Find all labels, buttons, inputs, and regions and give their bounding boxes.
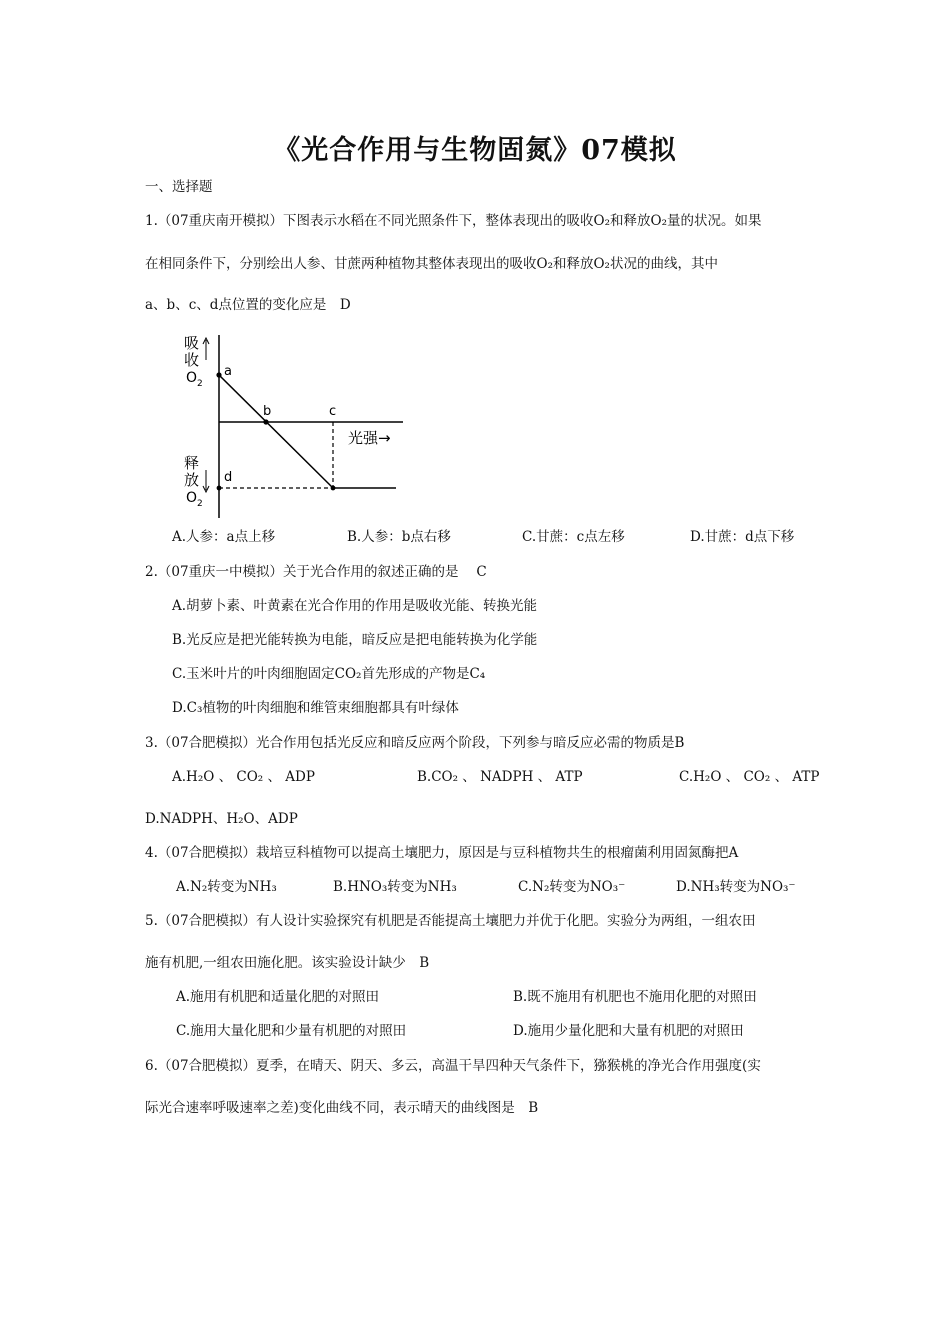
q4-option-a: A.N₂转变为NH₃ — [176, 879, 277, 895]
q1-option-d: D.甘蔗：d点下移 — [690, 529, 795, 545]
q2-option-d: D.C₃植物的叶肉细胞和维管束细胞都具有叶绿体 — [172, 700, 459, 716]
q4-option-b: B.HNO₃转变为NH₃ — [333, 879, 457, 895]
point-d-label: d — [224, 470, 233, 485]
q5-line-1: 5.（07合肥模拟）有人设计实验探究有机肥是否能提高土壤肥力并优于化肥。实验分为两组，一组农田 — [145, 913, 756, 929]
y-top-label-char1: 吸 — [184, 334, 200, 352]
y-bottom-label-o: O — [186, 490, 198, 506]
q2-option-b: B.光反应是把光能转换为电能，暗反应是把电能转换为化学能 — [172, 632, 538, 648]
point-b-label: b — [263, 404, 272, 419]
point-d-dot — [217, 486, 222, 491]
q2-option-a: A.胡萝卜素、叶黄素在光合作用的作用是吸收光能、转换光能 — [172, 598, 538, 614]
q3-option-c: C.H₂O 、 CO₂ 、 ATP — [679, 769, 820, 785]
q5-option-b: B.既不施用有机肥也不施用化肥的对照田 — [513, 989, 757, 1005]
y-top-label-o: O — [186, 370, 198, 386]
q4-option-d: D.NH₃转变为NO₃⁻ — [676, 879, 796, 895]
q5-line-2: 施有机肥,一组农田施化肥。该实验设计缺少 B — [145, 955, 430, 971]
q3-stem: 3.（07合肥模拟）光合作用包括光反应和暗反应两个阶段，下列参与暗反应必需的物质是B — [145, 735, 685, 751]
q5-option-a: A.施用有机肥和适量化肥的对照田 — [176, 989, 380, 1005]
q4-stem: 4.（07合肥模拟）栽培豆科植物可以提高土壤肥力，原因是与豆科植物共生的根瘤菌利用固氮酶把A — [145, 845, 739, 861]
q1-line-1: 1.（07重庆南开模拟）下图表示水稻在不同光照条件下，整体表现出的吸收O₂和释放O₂量的状况。如果 — [145, 213, 762, 229]
y-bottom-label-sub: 2 — [197, 499, 203, 509]
y-top-label-sub: 2 — [197, 379, 203, 389]
q3-option-b: B.CO₂ 、 NADPH 、 ATP — [417, 769, 583, 785]
q4-option-c: C.N₂转变为NO₃⁻ — [518, 879, 626, 895]
point-b-dot — [263, 419, 268, 424]
q1-option-a: A.人参：a点上移 — [172, 529, 276, 545]
q6-line-2: 际光合速率呼吸速率之差)变化曲线不同，表示晴天的曲线图是 B — [145, 1100, 539, 1116]
q2-option-c: C.玉米叶片的叶肉细胞固定CO₂首先形成的产物是C₄ — [172, 666, 486, 682]
point-a-label: a — [224, 364, 232, 379]
point-end-dot — [331, 486, 336, 491]
q6-line-1: 6.（07合肥模拟）夏季，在晴天、阴天、多云，高温干旱四种天气条件下，猕猴桃的净光合作用强度(实 — [145, 1058, 761, 1074]
y-top-label-char2: 收 — [184, 351, 200, 369]
point-a-dot — [216, 372, 221, 377]
q2-stem: 2.（07重庆一中模拟）关于光合作用的叙述正确的是 C — [145, 564, 487, 580]
point-c-label: c — [329, 404, 337, 419]
q5-option-c: C.施用大量化肥和少量有机肥的对照田 — [176, 1023, 407, 1039]
section-heading: 一、选择题 — [145, 179, 213, 195]
q1-diagram — [178, 330, 418, 525]
curve-line — [219, 375, 333, 488]
q3-option-d: D.NADPH、H₂O、ADP — [145, 811, 298, 827]
q1-line-3: a、b、c、d点位置的变化应是 D — [145, 297, 351, 313]
q1-line-2: 在相同条件下，分别绘出人参、甘蔗两种植物其整体表现出的吸收O₂和释放O₂状况的曲线，其中 — [145, 256, 718, 272]
y-bottom-label-char2: 放 — [184, 471, 200, 489]
q1-option-b: B.人参：b点右移 — [347, 529, 451, 545]
y-bottom-label-char1: 释 — [184, 454, 200, 472]
x-axis-label: 光强→ — [348, 429, 391, 447]
q5-option-d: D.施用少量化肥和大量有机肥的对照田 — [513, 1023, 744, 1039]
q3-option-a: A.H₂O 、 CO₂ 、 ADP — [172, 769, 315, 785]
page-title: 《光合作用与生物固氮》07模拟 — [273, 135, 677, 166]
q1-option-c: C.甘蔗：c点左移 — [522, 529, 625, 545]
